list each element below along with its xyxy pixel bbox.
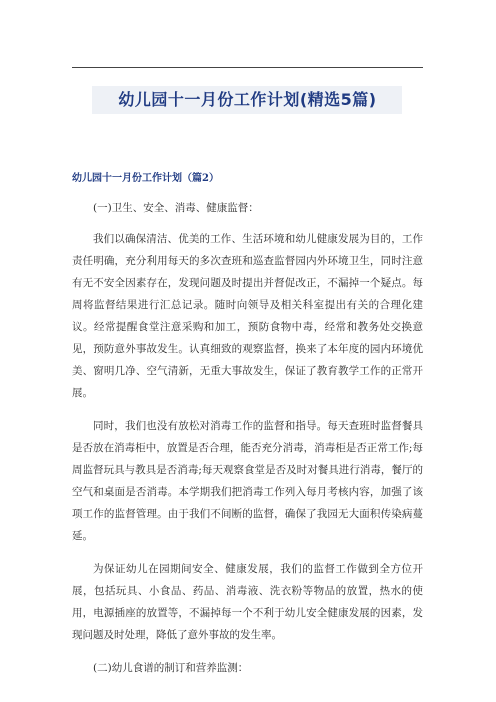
subsection-heading-1: (一)卫生、安全、消毒、健康监督： [93,202,259,214]
header-rule [72,67,423,68]
document-body [72,197,423,688]
paragraph-hygiene-supervision: 我们以确保清洁、优美的工作、生活环境和幼儿健康发展为目的，工作责任明确，充分利用每天的多次查班和巡查监督园内外环境卫生，同时注意有无不安全因素存在，发现问题及时提出并督促改正，不漏掉一个疑点。每周将监督结果进行汇总记录。随时向领导及相关科室提出有关的合理化建议。经常提醒食堂注意采购和加工，预防食物中毒，经常和教务处交换意见，预防意外事故发生。认真细致的观察监督，换来了本年度的园内环境优美、窗明几净、空气清新，无重大事故发生，保证了教育教学工作的正常开展。 [72,233,423,399]
subsection-heading-2: (二)幼儿食谱的制订和营养监测： [93,662,249,674]
document-title: 幼儿园十一月份工作计划(精选5篇) [118,90,377,109]
section-heading: 幼儿园十一月份工作计划（篇2） [72,173,219,184]
paragraph-disinfection-supervision: 同时，我们也没有放松对消毒工作的监督和指导。每天查班时监督餐具是否放在消毒柜中，放置是否合理，能否充分消毒，消毒柜是否正常工作;每周监督玩具与教具是否消毒;每天观察食堂是否及时对餐具进行消毒，餐厅的空气和桌面是否消毒。本学期我们把消毒工作列入每月考核内容，加强了该项工作的监督管理。由于我们不间断的监督，确保了我园无大面积传染病蔓延。 [72,420,423,542]
paragraph-safety-supervision: 为保证幼儿在园期间安全、健康发展，我们的监督工作做到全方位开展，包括玩具、小食品、药品、消毒液、洗衣粉等物品的放置，热水的使用，电源插座的放置等，不漏掉每一个不利于幼儿安全健康发展的因素，发现问题及时处理，降低了意外事故的发生率。 [72,563,423,641]
